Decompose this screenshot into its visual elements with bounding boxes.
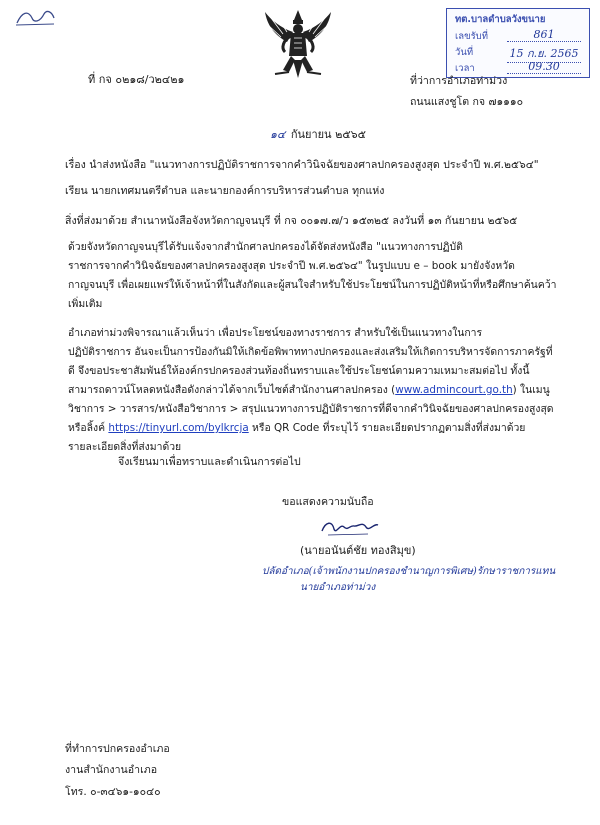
stamp-time-label: เวลา [455, 63, 475, 74]
footer-section: งานสำนักงานอำเภอ [65, 764, 158, 776]
body-paragraph-2 [68, 324, 568, 457]
admincourt-website-link[interactable]: www.admincourt.go.th [395, 384, 513, 396]
letter-date-day: ๑๔ [270, 128, 286, 141]
signer-position-stamp: ปลัดอำเภอ(เจ้าพนักงานปกครองชำนาญการพิเศษ)รักษาราชการแทน [262, 566, 556, 577]
footer-phone: โทร. ๐-๓๔๖๑-๑๐๔๐ [65, 786, 161, 798]
signer-position-stamp-line-2: นายอำเภอท่าม่วง [300, 582, 376, 593]
paragraph-line [68, 381, 568, 400]
paragraph-line: เพิ่มเติม [68, 298, 103, 310]
paragraph-line: ปฏิบัติราชการ อันจะเป็นการป้องกันมิให้เกิดข้อพิพาททางปกครองและส่งเสริมให้เกิดการบริหารจัดการภาครัฐที่ [68, 346, 553, 358]
paragraph-line [68, 419, 568, 438]
paragraph-line: กาญจนบุรี เพื่อเผยแพร่ให้เจ้าหน้าที่ในสังกัดและผู้สนใจสำหรับใช้ประโยชน์ในการปฏิบัติหน้าที่หรือศึกษาค้นคว้า [68, 279, 557, 291]
paragraph-line: ราชการจากคำวินิจฉัยของศาลปกครองสูงสุด ประจำปี พ.ศ.๒๕๖๔" ในรูปแบบ e – book มายังจังหวัด [68, 260, 515, 272]
paragraph-line-text: สามารถดาวน์โหลดหนังสือดังกล่าวได้จากเว็บไซต์สำนักงานศาลปกครอง ( [68, 384, 396, 396]
letter-date-month-year: กันยายน ๒๕๖๕ [290, 128, 366, 141]
office-address: ถนนแสงชูโต กจ ๗๑๑๑๐ [410, 96, 524, 108]
tinyurl-download-link[interactable]: https://tinyurl.com/bylkrcja [108, 422, 249, 434]
paragraph-line-text: ) ในเมนู [512, 384, 550, 396]
paragraph-line: วิชาการ > วารสาร/หนังสือวิชาการ > สรุปแนวทางการปฏิบัติราชการที่ดีจากคำวินิจฉัยของศาลปกครองสูงสุด [68, 403, 554, 415]
handwritten-initial-mark [14, 6, 58, 28]
stamp-date-value: 15 ก.ย. 2565 [507, 44, 581, 63]
paragraph-line-text: หรือ QR Code ที่ระบุไว้ รายละเอียดปรากฏตามสิ่งที่ส่งมาด้วย [248, 422, 526, 434]
letter-salutation: เรียน นายกเทศมนตรีตำบล และนายกองค์การบริหารส่วนตำบล ทุกแห่ง [65, 185, 385, 197]
stamp-time-value: 09.30 [507, 60, 581, 74]
signer-name: (นายอนันต์ชัย ทองสิมุข) [300, 544, 416, 557]
regards: ขอแสดงความนับถือ [282, 496, 374, 508]
paragraph-line: รายละเอียดสิ่งที่ส่งมาด้วย [68, 441, 182, 453]
paragraph-line: อำเภอท่าม่วงพิจารณาแล้วเห็นว่า เพื่อประโยชน์ของทางราชการ สำหรับใช้เป็นแนวทางในการ [68, 327, 483, 339]
paragraph-line-text: หรือลิ้งค์ [68, 422, 109, 434]
stamp-receive-no-value: 861 [507, 28, 581, 42]
paragraph-line: ด้วยจังหวัดกาญจนบุรีได้รับแจ้งจากสำนักศาลปกครองได้จัดส่งหนังสือ "แนวทางการปฏิบัติ [68, 241, 463, 253]
body-paragraph-1 [68, 238, 568, 314]
stamp-receive-no-label: เลขรับที่ [455, 31, 488, 42]
footer-department: ที่ทำการปกครองอำเภอ [65, 743, 170, 755]
garuda-emblem-icon [263, 8, 333, 80]
received-document-stamp [446, 8, 590, 78]
letter-attachment: สิ่งที่ส่งมาด้วย สำเนาหนังสือจังหวัดกาญจนบุรี ที่ กจ ๐๐๑๗.๗/ว ๑๕๓๒๕ ลงวันที่ ๑๓ กันยายน ๒๕๖๕ [65, 215, 518, 227]
reference-number: ที่ กจ ๐๒๑๘/ว๒๔๒๑ [88, 73, 185, 86]
stamp-date-label: วันที่ [455, 47, 474, 58]
issuing-office: ที่ว่าการอำเภอท่าม่วง [410, 75, 508, 87]
letter-date [270, 125, 366, 143]
closing-line: จึงเรียนมาเพื่อทราบและดำเนินการต่อไป [118, 456, 301, 468]
stamp-title: ทต.บาลดำบลวังขนาย [455, 14, 546, 25]
paragraph-line: ดี จึงขอประชาสัมพันธ์ให้องค์กรปกครองส่วนท้องถิ่นทราบและใช้ประโยชน์ตามความเหมาะสมต่อไป ทั้งนี้ [68, 365, 530, 377]
letter-subject: เรื่อง นำส่งหนังสือ "แนวทางการปฏิบัติราชการจากคำวินิจฉัยของศาลปกครองสูงสุด ประจำปี พ.ศ.๒๕๖๔" [65, 159, 539, 171]
handwritten-signature [318, 517, 382, 539]
